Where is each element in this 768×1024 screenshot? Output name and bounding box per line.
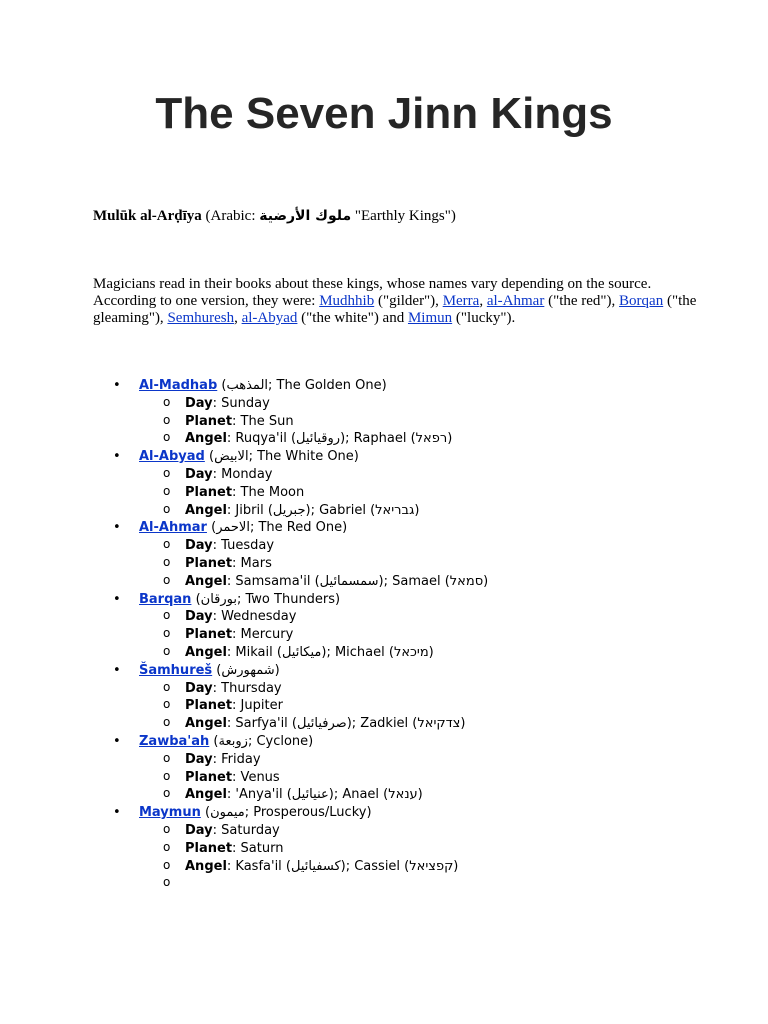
planet-label: Planet	[185, 413, 233, 429]
planet-value: : Jupiter	[232, 698, 283, 714]
planet-label: Planet	[185, 840, 233, 856]
king-desc: (الابيض; The White One)	[204, 449, 359, 465]
king-details	[139, 466, 488, 519]
link-borqan[interactable]: Borqan	[619, 293, 664, 309]
planet-label: Planet	[185, 769, 233, 785]
king-desc: (المذهب; The Golden One)	[217, 378, 387, 393]
king-link-barqan[interactable]: Barqan	[139, 591, 192, 607]
detail-planet	[139, 840, 488, 858]
day-label: Day	[185, 822, 213, 838]
planet-label: Planet	[185, 627, 233, 643]
angel-value: : Samsama'il (سمسمائيل); Samael (סמאל)	[226, 573, 489, 589]
detail-day	[139, 822, 488, 840]
king-item	[93, 377, 488, 448]
detail-angel	[139, 858, 488, 876]
detail-day	[139, 466, 488, 484]
intro-paragraph	[93, 276, 713, 327]
subtitle-term: Mulūk al-Arḍīya	[93, 208, 202, 224]
detail-angel	[139, 502, 488, 520]
angel-label: Angel	[185, 431, 227, 447]
intro-text: ("the white") and	[297, 310, 408, 326]
king-details	[139, 751, 488, 804]
detail-angel	[139, 644, 488, 662]
link-merra[interactable]: Merra	[442, 293, 480, 309]
angel-label: Angel	[185, 644, 227, 660]
angel-value: : 'Anya'il (عنيائيل); Anael (ענאל)	[226, 787, 423, 803]
kings-list	[93, 377, 488, 893]
detail-planet	[139, 697, 488, 715]
detail-day	[139, 751, 488, 769]
planet-label: Planet	[185, 555, 233, 571]
link-al-ahmar[interactable]: al-Ahmar	[486, 293, 545, 309]
day-label: Day	[185, 538, 213, 554]
intro-text: ("lucky").	[452, 310, 516, 326]
detail-empty	[139, 875, 488, 893]
detail-planet	[139, 769, 488, 787]
king-details	[139, 608, 488, 661]
angel-label: Angel	[185, 573, 227, 589]
detail-angel	[139, 786, 488, 804]
king-link-al-madhab[interactable]: Al-Madhab	[139, 378, 218, 393]
day-value: : Sunday	[212, 395, 270, 411]
subtitle-arabic: ملوك الأرضية	[259, 208, 352, 224]
day-value: : Monday	[212, 466, 273, 482]
day-value: : Friday	[212, 751, 261, 767]
angel-label: Angel	[185, 502, 227, 518]
detail-planet	[139, 484, 488, 502]
king-desc: (بورقان; Two Thunders)	[191, 591, 341, 607]
link-mimun[interactable]: Mimun	[407, 310, 453, 326]
king-details	[139, 680, 488, 733]
king-desc: (شمهورش)	[212, 662, 280, 678]
king-details	[139, 822, 488, 893]
subtitle-close: "Earthly Kings")	[351, 208, 456, 224]
intro-text: ,	[479, 293, 487, 309]
day-label: Day	[185, 395, 213, 411]
detail-angel	[139, 573, 488, 591]
day-value: : Tuesday	[212, 538, 275, 554]
king-link-al-ahmar[interactable]: Al-Ahmar	[139, 520, 207, 536]
king-item	[93, 591, 488, 662]
planet-value: : The Moon	[232, 484, 305, 500]
king-link-al-abyad[interactable]: Al-Abyad	[139, 449, 205, 465]
intro-text: ,	[234, 310, 242, 326]
planet-value: : Venus	[232, 769, 280, 785]
king-desc: (الاحمر; The Red One)	[206, 520, 348, 536]
king-item	[93, 804, 488, 893]
angel-label: Angel	[185, 787, 227, 803]
king-item	[93, 519, 488, 590]
angel-value: : Mikail (ميكائيل); Michael (מיכאל)	[226, 644, 434, 660]
angel-value: : Kasfa'il (كسفيائيل); Cassiel (קפציאל)	[226, 858, 459, 874]
angel-value: : Jibril (جبريل); Gabriel (גבריאל)	[226, 502, 420, 518]
intro-text: ("the red"),	[544, 293, 620, 309]
day-label: Day	[185, 680, 213, 696]
planet-value: : Mars	[232, 555, 272, 571]
angel-label: Angel	[185, 716, 227, 732]
detail-day	[139, 537, 488, 555]
king-link-samhures[interactable]: Šamhureš	[139, 662, 213, 678]
detail-planet	[139, 626, 488, 644]
detail-day	[139, 395, 488, 413]
king-item	[93, 448, 488, 519]
king-details	[139, 537, 488, 590]
detail-angel	[139, 715, 488, 733]
planet-label: Planet	[185, 698, 233, 714]
king-details	[139, 395, 488, 448]
king-item	[93, 733, 488, 804]
day-label: Day	[185, 751, 213, 767]
angel-value: : Sarfya'il (صرفيائيل); Zadkiel (צדקיאל)	[226, 716, 466, 732]
link-mudhhib[interactable]: Mudhhib	[319, 293, 375, 309]
detail-planet	[139, 555, 488, 573]
planet-value: : Saturn	[232, 840, 284, 856]
planet-value: : The Sun	[232, 413, 294, 429]
angel-value: : Ruqya'il (روقيائيل); Raphael (רפאל)	[226, 431, 453, 447]
king-item	[93, 662, 488, 733]
subtitle-open: (Arabic:	[201, 208, 260, 224]
detail-day	[139, 680, 488, 698]
day-value: : Thursday	[212, 680, 282, 696]
day-label: Day	[185, 466, 213, 482]
detail-planet	[139, 413, 488, 431]
detail-day	[139, 608, 488, 626]
planet-label: Planet	[185, 484, 233, 500]
link-al-abyad[interactable]: al-Abyad	[241, 310, 298, 326]
page-title: The Seven Jinn Kings	[155, 89, 613, 138]
day-label: Day	[185, 609, 213, 625]
intro-text: Magicians read in their books about these kings, whose names vary depending on the source. According to one version, they were:	[93, 276, 652, 309]
planet-value: : Mercury	[232, 627, 294, 643]
detail-angel	[139, 430, 488, 448]
king-link-maymun[interactable]: Maymun	[139, 805, 201, 821]
angel-label: Angel	[185, 858, 227, 874]
king-desc: (ميمون; Prosperous/Lucky)	[200, 805, 372, 821]
subtitle	[93, 207, 733, 226]
king-desc: (زوبعة; Cyclone)	[209, 733, 314, 749]
day-value: : Saturday	[212, 822, 280, 838]
link-semhuresh[interactable]: Semhuresh	[167, 310, 235, 326]
king-link-zawbaah[interactable]: Zawba'ah	[139, 733, 210, 749]
day-value: : Wednesday	[212, 609, 297, 625]
intro-text: ("gilder"),	[374, 293, 443, 309]
intro-text: ("the gleaming"),	[93, 293, 697, 326]
